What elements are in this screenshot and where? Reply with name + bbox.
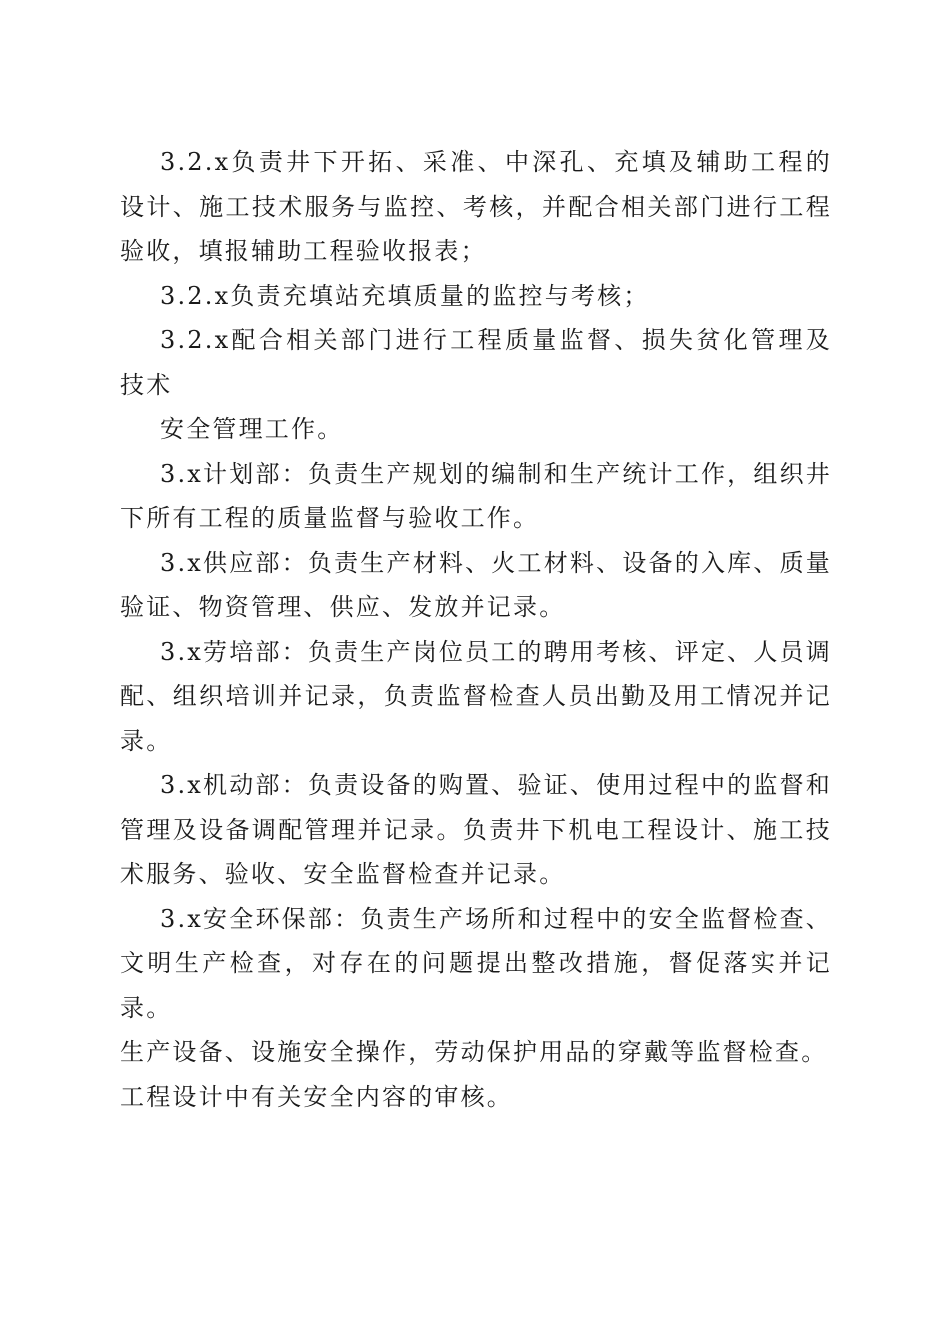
paragraph-planning-dept: 3.x计划部：负责生产规划的编制和生产统计工作，组织井下所有工程的质量监督与验收工作。	[120, 459, 832, 532]
paragraph-filling-quality: 3.2.x负责充填站充填质量的监控与考核；	[160, 281, 650, 310]
paragraph-equipment-safety: 生产设备、设施安全操作，劳动保护用品的穿戴等监督检查。	[120, 1038, 828, 1066]
document-page	[120, 140, 832, 1119]
paragraph-supply-dept: 3.x供应部：负责生产材料、火工材料、设备的入库、质量验证、物资管理、供应、发放并记录。	[120, 548, 832, 621]
paragraph-mechanical-dept: 3.x机动部：负责设备的购置、验证、使用过程中的监督和管理及设备调配管理并记录。负责井下机电工程设计、施工技术服务、验收、安全监督检查并记录。	[120, 771, 832, 888]
paragraph-labor-training-dept: 3.x劳培部：负责生产岗位员工的聘用考核、评定、人员调配、组织培训并记录，负责监督检查人员出勤及用工情况并记录。	[120, 637, 832, 755]
paragraph-quality-supervision: 3.2.x配合相关部门进行工程质量监督、损失贫化管理及技术	[120, 326, 832, 399]
paragraph-design-safety-review: 工程设计中有关安全内容的审核。	[120, 1082, 513, 1111]
paragraph-safety-env-dept: 3.x安全环保部：负责生产场所和过程中的安全监督检查、文明生产检查，对存在的问题提出整改措施，督促落实并记录。	[120, 904, 832, 1022]
paragraph-design-duties: 3.2.x负责井下开拓、采准、中深孔、充填及辅助工程的设计、施工技术服务与监控、考核，并配合相关部门进行工程验收，填报辅助工程验收报表；	[120, 148, 832, 265]
paragraph-safety-management: 安全管理工作。	[160, 415, 344, 443]
